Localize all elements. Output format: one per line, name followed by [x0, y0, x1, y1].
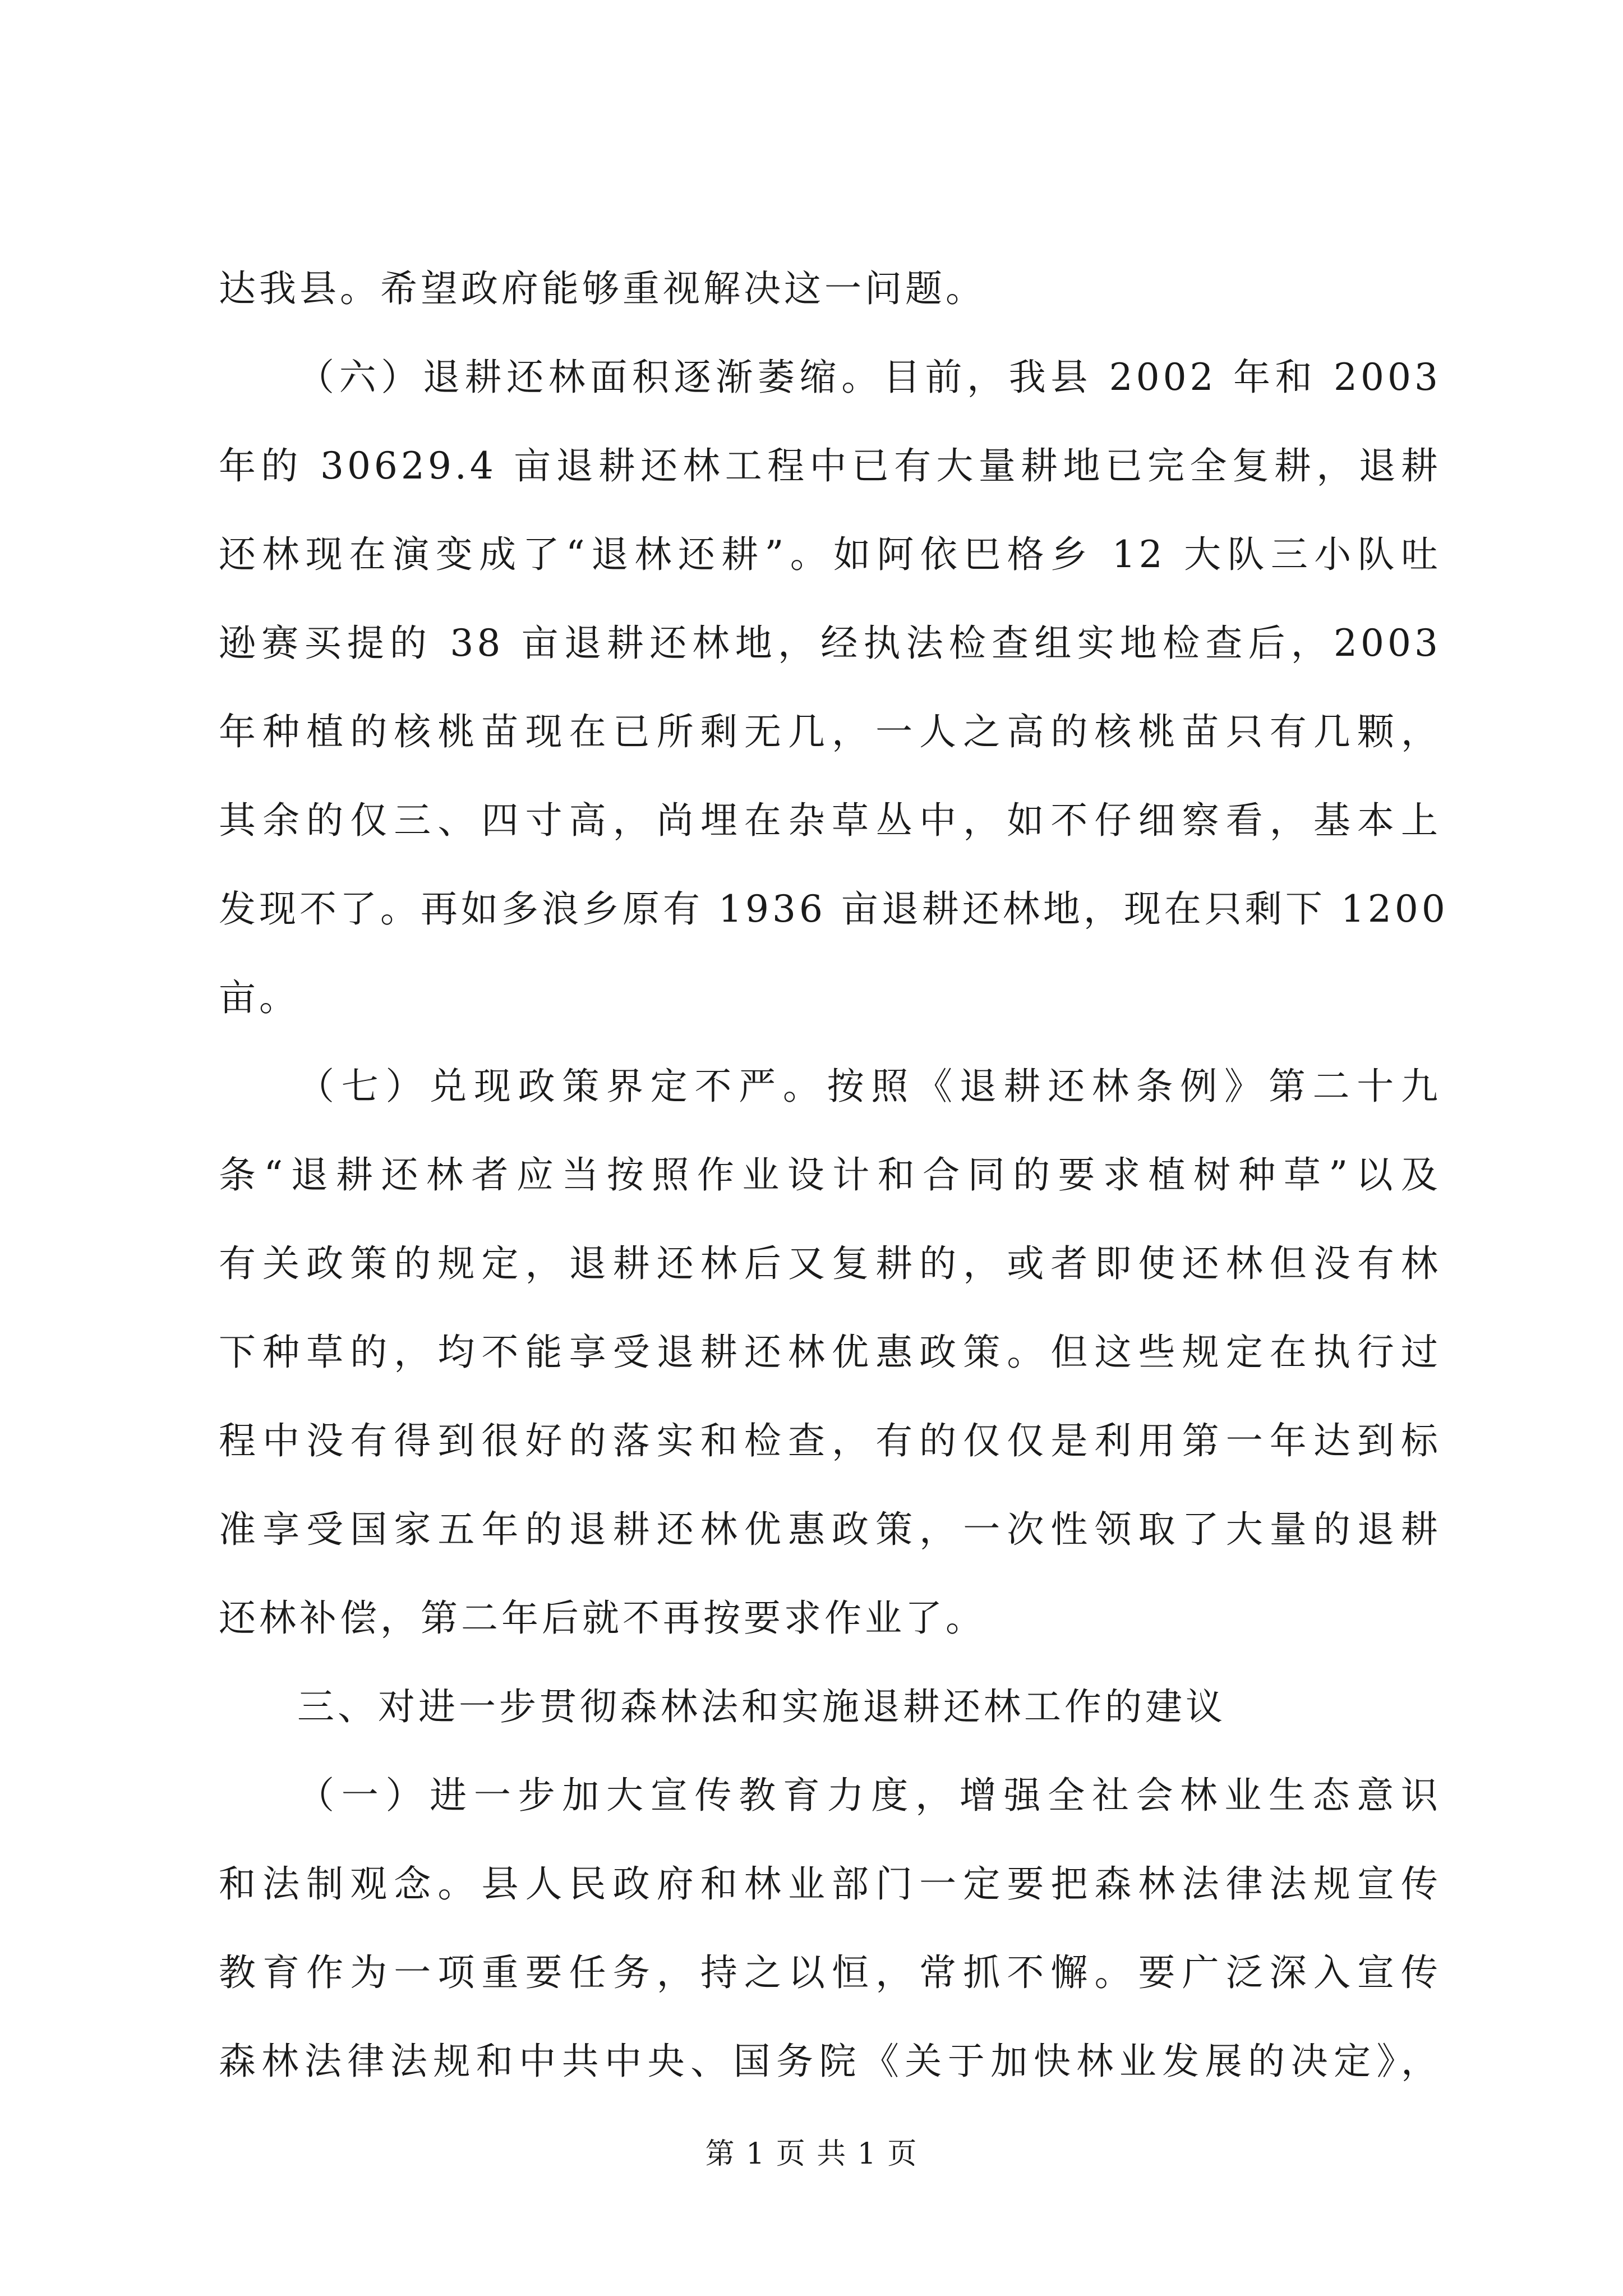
text-line-6: 年种植的核桃苗现在已所剩无几，一人之高的核桃苗只有几颗，: [219, 710, 1441, 753]
section-heading: 三、对进一步贯彻森林法和实施退耕还林工作的建议: [297, 1685, 1226, 1728]
text-line-21: 森林法律法规和中共中央、国务院《关于加快林业发展的决定》，: [219, 2040, 1441, 2083]
text-line-11: 条“退耕还林者应当按照作业设计和合同的要求植树种草”以及: [219, 1153, 1441, 1197]
text-line-9: 亩。: [219, 976, 299, 1019]
text-line-20: 教育作为一项重要任务，持之以恒，常抓不懈。要广泛深入宣传: [219, 1951, 1441, 1994]
text-line-19: 和法制观念。县人民政府和林业部门一定要把森林法律法规宣传: [219, 1862, 1441, 1906]
text-line-1: 达我县。希望政府能够重视解决这一问题。: [219, 267, 986, 310]
text-line-5: 逊赛买提的 38 亩退耕还林地，经执法检查组实地检查后，2003: [219, 622, 1441, 665]
text-line-2: （六）退耕还林面积逐渐萎缩。目前，我县 2002 年和 2003: [297, 356, 1441, 399]
text-line-18: （一）进一步加大宣传教育力度，增强全社会林业生态意识: [297, 1774, 1441, 1817]
text-line-14: 程中没有得到很好的落实和检查，有的仅仅是利用第一年达到标: [219, 1419, 1441, 1462]
text-line-7: 其余的仅三、四寸高，尚埋在杂草丛中，如不仔细察看，基本上: [219, 799, 1441, 842]
text-line-3: 年的 30629.4 亩退耕还林工程中已有大量耕地已完全复耕，退耕: [219, 444, 1441, 487]
page-footer: 第 1 页 共 1 页: [705, 2137, 918, 2171]
text-line-16: 还林补偿，第二年后就不再按要求作业了。: [219, 1596, 986, 1640]
text-line-12: 有关政策的规定，退耕还林后又复耕的，或者即使还林但没有林: [219, 1242, 1441, 1285]
text-line-15: 准享受国家五年的退耕还林优惠政策，一次性领取了大量的退耕: [219, 1508, 1441, 1551]
text-line-10: （七）兑现政策界定不严。按照《退耕还林条例》第二十九: [297, 1065, 1441, 1108]
text-line-13: 下种草的，均不能享受退耕还林优惠政策。但这些规定在执行过: [219, 1331, 1441, 1374]
text-line-4: 还林现在演变成了“退林还耕”。如阿依巴格乡 12 大队三小队吐: [219, 533, 1441, 576]
text-line-8: 发现不了。再如多浪乡原有 1936 亩退耕还林地，现在只剩下 1200: [219, 887, 1449, 931]
